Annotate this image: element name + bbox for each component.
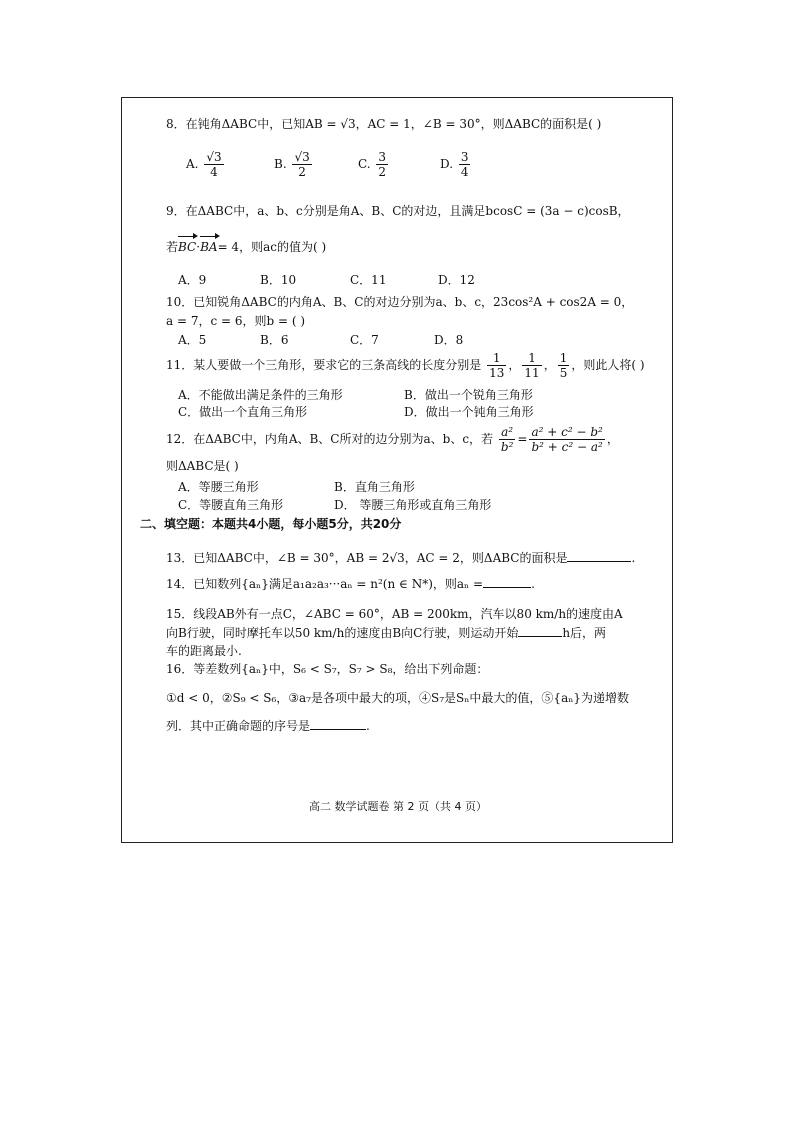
q8-option-fraction: [376, 150, 388, 179]
q12-lhs-fraction: [499, 425, 516, 454]
q9-prefix: 若: [166, 240, 179, 254]
question-16-line-2: ①d < 0，②S₉ < S₆，③a₇是各项中最大的项，④S₇是Sₙ中最大的值，⑤{aₙ}为递增数: [166, 691, 630, 705]
answer-blank: [567, 550, 631, 562]
fraction-numerator: √3: [294, 150, 310, 164]
q12-end: ，: [606, 432, 619, 446]
q8-option-letter: A.: [186, 157, 199, 171]
q11-option-b: B．做出一个锐角三角形: [404, 388, 533, 402]
q8-option-fraction: [204, 150, 223, 179]
question-14: [166, 576, 535, 592]
question-15-line-2: [166, 625, 606, 641]
q8-option-a: [186, 150, 226, 179]
q12-option-d: D． 等腰三角形或直角三角形: [334, 498, 492, 512]
q12-option-b: B．直角三角形: [334, 480, 415, 494]
answer-blank: [310, 718, 366, 730]
period: .: [366, 719, 370, 733]
fraction-denominator: 4: [460, 165, 469, 179]
q12-rhs-fraction: [529, 425, 604, 454]
q16-text: 列．其中正确命题的序号是: [166, 719, 311, 733]
q11-prefix: 11．某人要做一个三角形，要求它的三条高线的长度分别是: [166, 358, 482, 372]
question-8: 8．在钝角ΔABC中，已知AB = √3，AC = 1，∠B = 30°，则ΔABC的面积是( ): [166, 117, 602, 131]
fraction-numerator: a²: [499, 425, 516, 440]
fraction-denominator: b² + c² − a²: [531, 440, 603, 454]
question-10-line-2: a = 7，c = 6，则b = ( ): [166, 314, 306, 328]
q11-option-d: D．做出一个钝角三角形: [404, 405, 534, 419]
question-16-line-1: 16．等差数列{aₙ}中，S₆ < S₇，S₇ > S₈，给出下列命题：: [166, 662, 489, 676]
fraction-numerator: 1: [522, 351, 541, 366]
period: .: [531, 577, 535, 591]
q11-fraction-2: [522, 351, 541, 380]
q10-option-a: A．5: [178, 333, 207, 347]
question-12: [166, 422, 619, 456]
q9-option-a: A．9: [178, 273, 207, 287]
q12-prefix: 12．在ΔABC中，内角A、B、C所对的边分别为a、b、c，若: [166, 432, 494, 446]
q12-option-a: A．等腰三角形: [178, 480, 259, 494]
q8-option-letter: C.: [358, 157, 371, 171]
q10-option-d: D．8: [434, 333, 464, 347]
question-9-line-1: 9．在ΔABC中，a、b、c分别是角A、B、C的对边，且满足bcosC = (3a − c)cosB，: [166, 204, 630, 218]
fraction-numerator: 3: [378, 150, 387, 164]
fraction-denominator: b²: [500, 440, 514, 454]
question-12-line-2: 则ΔABC是( ): [166, 459, 239, 473]
fraction-numerator: a² + c² − b²: [531, 425, 603, 439]
fraction-numerator: 3: [460, 150, 469, 164]
question-9-line-2: [166, 239, 326, 255]
q11-option-a: A．不能做出满足条件的三角形: [178, 388, 343, 402]
fraction-denominator: 13: [489, 366, 505, 380]
q12-option-c: C．等腰直角三角形: [178, 498, 284, 512]
q15-text-a: 向B行驶，同时摩托车以50 km/h的速度由B向C行驶，则运动开始: [166, 626, 519, 640]
q8-option-letter: D.: [440, 157, 454, 171]
question-16-line-3: [166, 718, 370, 734]
fraction-denominator: 2: [298, 165, 306, 179]
q9-suffix: = 4，则ac的值为( ): [217, 240, 327, 254]
q8-option-b: [274, 150, 314, 179]
question-11: 11．某人要做一个三角形，要求它的三条高线的长度分别是 $\frac{1}{13}$ ， $\frac{1}{11}$ ， $\frac{1}{5}$ ，则此人将( ): [166, 351, 645, 380]
answer-blank: [483, 576, 531, 588]
q10-option-c: C．7: [350, 333, 379, 347]
q13-text: 13．已知ΔABC中，∠B = 30°，AB = 2√3，AC = 2，则ΔABC的面积是: [166, 551, 568, 565]
question-13: [166, 550, 635, 566]
vector-bc: BC: [178, 240, 197, 254]
q11-suffix: ，则此人将( ): [571, 358, 645, 372]
q9-option-c: C．11: [350, 273, 387, 287]
page-footer: 高二 数学试题卷 第 2 页（共 4 页）: [309, 800, 487, 813]
equals-sign: =: [517, 432, 528, 446]
fraction-denominator: 11: [524, 366, 540, 380]
fraction-denominator: 5: [559, 366, 568, 380]
dot-operator: ·: [196, 240, 201, 254]
fraction-numerator: 1: [487, 351, 506, 366]
q14-text: 14．已知数列{aₙ}满足a₁a₂a₃···aₙ = n²(n ∈ N*)，则aₙ =: [166, 577, 484, 591]
exam-page-frame: [121, 97, 673, 843]
q11-fraction-3: [558, 351, 570, 380]
q8-option-letter: B.: [274, 157, 287, 171]
q11-option-c: C．做出一个直角三角形: [178, 405, 308, 419]
q8-option-d: [440, 150, 472, 179]
q11-fraction-1: [487, 351, 506, 380]
period: .: [631, 551, 636, 565]
q8-option-fraction: [292, 150, 311, 179]
question-10-line-1: 10．已知锐角ΔABC的内角A、B、C的对边分别为a、b、c，23cos²A + cos2A = 0，: [166, 295, 634, 309]
fraction-denominator: 2: [378, 165, 387, 179]
fraction-numerator: 1: [559, 351, 568, 365]
q8-option-c: [358, 150, 390, 179]
answer-blank: [518, 625, 562, 637]
q8-option-fraction: [459, 150, 471, 179]
question-15-line-3: 车的距离最小.: [166, 644, 242, 658]
vector-ba: BA: [200, 240, 218, 254]
question-15-line-1: 15．线段AB外有一点C，∠ABC = 60°，AB = 200km，汽车以80 km/h的速度由A: [166, 607, 623, 621]
section-2-heading: 二、填空题：本题共4小题，每小题5分，共20分: [140, 517, 402, 531]
fraction-numerator: √3: [206, 150, 222, 164]
q15-text-b: h后，两: [562, 626, 607, 640]
fraction-denominator: 4: [210, 165, 218, 179]
q9-option-d: D．12: [438, 273, 475, 287]
q9-option-b: B．10: [260, 273, 297, 287]
q10-option-b: B．6: [260, 333, 289, 347]
